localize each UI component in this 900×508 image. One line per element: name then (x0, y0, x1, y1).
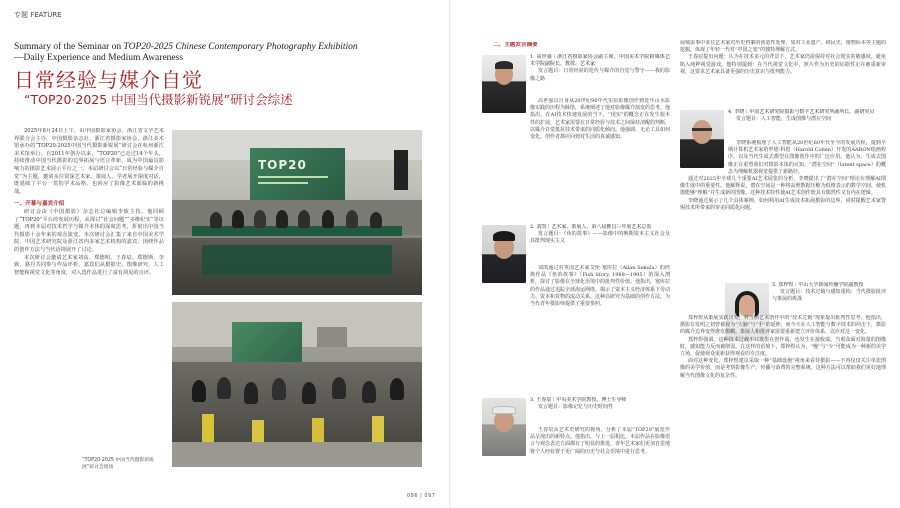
speaker-4-body-text: 李晓系统梳理了人工智能从20世纪60年代至今的发展历程，提到早期计算机艺术家哈罗德·科恩（Harold Cohen）开发的AARON绘画程序，以及当代生成式模型在图像创作中的广泛应用。他认为，生成式图像正在重塑我们对摄影本体的认知，“潜在空间”（latent space）的概念为理解机器视觉提供了新路径。 (728, 140, 886, 175)
seminar-audience-photo (172, 302, 422, 467)
speaker-3-text (530, 397, 670, 427)
page-numbers: 096 | 097 (407, 493, 436, 499)
speaker-3-body (482, 427, 670, 497)
speaker-1-title: 1. 高世强｜浙江省摄影家协会副主席，中国美术学院跨媒体艺术学院副院长、教授、艺术家 (530, 54, 670, 68)
speaker-5-title: 5. 郑梓煜｜中山大学新闻传播学院副教授 (772, 282, 864, 288)
speaker-4-title: 4. 李晓｜中国艺术研究院摄影与数字艺术研究所副所长、副研究员 (728, 109, 875, 115)
paragraph-2: 本次研讨会邀请艺术家刘高、郑德明、王春辰、郑德斯、李致、骆丹共同参与作品评析，嘉宾们从摄影史、图像研究、人工智能和视觉文化等角度，对入选作品进行了富有洞见的点评。 (14, 254, 164, 276)
speaker-5-text (772, 282, 886, 312)
english-title-prefix: Summary of the Seminar on (14, 42, 124, 52)
section-heading-2: 二、主题发言摘要 (493, 42, 538, 48)
speaker-1-topic: 发言题目：日常经验的迭代与媒介的自觉与警守——我的影像之路 (530, 68, 670, 82)
section-heading-1: 一、开幕与嘉宾介绍 (14, 201, 65, 208)
english-title-suffix: —Daily Experience and Medium Awareness (14, 53, 184, 63)
speaker-4-topic: 发言题目：人工智能、生成图像与潜在空间 (736, 116, 832, 123)
speaker-3-topic: 发言题目：影像记忆与历史时间性 (538, 404, 614, 411)
speaker-2-title: 2. 刘凯｜艺术家、策展人、第八届雅昌三年展艺术总监 (530, 224, 652, 230)
speaker-4-body (680, 140, 886, 272)
speaker-5-topic: 发言题目：技术过载与感知重构：当代摄影批评与策展的挑战 (772, 289, 886, 303)
speaker-4-text (728, 109, 886, 139)
speaker-1-body-text: 高世强以自身从20世纪90年代实验影像创作到近年山水影像实践的历程为脉络，系统阐述了他对影像媒介演变的思考。他指出，在AI技术快速发展的当下，“现实”的概念正在发生根本性的扩展，艺术家需要在日常经验与技术之间保持清醒的判断，以媒介自觉抵抗技术带来的同质化倾向。他强调，无论工具如何变化，创作者都应回到对生活的真诚感知。 (530, 98, 670, 141)
speaker-5-body-text-2: 郑梓煜强调，这种技术过载不只发生在创作端，也发生在接收端。当观众面对海量的图像时，感知能力反而被削弱。在这样的语境下，郑梓煜认为，“慢”与“少”可能成为一种新的美学立场，促使观众重新获得观看的专注度。 (680, 336, 886, 358)
speaker-2-body-text: 刘凯通过对英国艺术家艾伦·塞库拉（Allan Sekula）的经典作品《鱼的故事》（Fish Story, 1988—1995）的深入剖析，探讨了影像在全球化语境中的批判性价值。他指出，塞库拉的作品通过追踪全球海运网络，揭示了资本主义经济体系下劳动力、资本和货物的流动关系。这种以研究为基础的创作方法，为当代青年摄影师提供了重要参照。 (530, 265, 670, 308)
speaker-3-body-text: 王春辰从艺术史研究的视角，分析了本届“TOP20”展览作品呈现出的新特点。他指出，与上一届相比，本届作品在影像语言与观念表达方面都有了明显的推进，青年艺术家们更加自觉地将个人经验置于更广阔的历史与社会语境中进行思考。 (530, 427, 670, 455)
projection-screen (250, 148, 345, 206)
speaker-4-body-text-3: 李晓通过展示了几个具体案例，如何利用AI生成技术拓展摄影的边界，同时提醒艺术家警惕技术所带来的审美同质化问题。 (680, 197, 886, 211)
seminar-panel-photo (172, 130, 422, 295)
left-column-text (14, 128, 164, 458)
speaker-2-topic: 发言题目：《鱼的故事》——影像中的晚期资本主义社会及其批判现实主义 (530, 231, 670, 245)
english-title (14, 42, 434, 64)
chinese-subtitle: “TOP20·2025 中国当代摄影新锐展”研讨会综述 (24, 92, 293, 107)
screen-text: TOP20 (258, 158, 307, 172)
speaker-5-body-text: 郑梓煜从策展实践出发，对当前艺术创作中的“技术过载”现象提出批判性思考。他指出，摄影在发明之初曾被视为“大脑”与“手”的延伸，而今天在人工智能与数字技术的冲击下，摄影的媒介边界变得愈发模糊。策展人和批评家需要重新建立评价体系，以应对这一变化。 (680, 315, 886, 336)
right-intro-text-2: 王春辰提出问题：认为在技术多元的背景下，艺术家仍需保持对社会现实的敏感度，避免陷入纯粹视觉游戏。他特别提到：在当代视觉文化中，照片作为历史的证据性正在被重新审视，这要求艺术家具备更强的历史意识与批判能力。 (680, 54, 886, 75)
photo-caption: “TOP20·2025 中国当代摄影新锐展”研讨会现场 (82, 458, 154, 470)
page-gutter (449, 0, 451, 508)
projection-screen-2 (232, 322, 302, 366)
speaker-5-body (680, 315, 886, 495)
speaker-3-title: 3. 王春辰｜中央美术学院教授、博士生导师 (530, 397, 627, 403)
speaker-4-body-text-2: 通过对2025年全球几个重要AI艺术展览的分析，李晓提出了“潜在空间”理论在理解AI图像生成中的重要性。他解释说，潜在空间是一种将高维数据压缩为低维表示的数学空间，使机器能够“理解”并生成新的图像。这种技术特性使AI艺术创作既具有偶然性又有内在逻辑。 (680, 176, 886, 197)
right-intro (680, 40, 886, 98)
english-title-italic: TOP20-2025 Chinese Contemporary Photography Exhibition (123, 42, 358, 52)
speaker-2-body (482, 265, 670, 387)
speaker-1-body (482, 98, 670, 223)
speaker-2-text (530, 224, 670, 269)
right-intro-text: 展城需事中多位艺术家对历史档案的创造性处理，如对工业遗产、移民史、植物标本等主题的挖掘，体现了年轻一代对“中国之变”的独特理解方式。 (680, 40, 886, 54)
paragraph-1: 研讨会由《中国摄影》杂志社总编辑李致主持。他回顾了“TOP20”平台的发展历程，从探讨“社会问题”“多维纪实”等议题，再到本届对技术哲学与媒介本体的深度思考，折射出中国当代摄影十余年来的观念演变。本次研讨会汇集了来自中国美术学院、中国艺术研究院及浙江省内多家艺术机构的嘉宾，围绕作品的创作方法与当代语境展开了讨论。 (14, 208, 164, 253)
intro-paragraph: 2025年8月24日上午，由中国摄影家协会、浙江省文学艺术界联合会主办，中国摄影杂志社、浙江省摄影家协会、浙江美术馆承办的“TOP20·2025中国当代摄影新锐展”研讨会在杭州浙江美术馆举行。自2011年创办以来，“TOP20”已走过14个年头，持续推动中国当代摄影的边界拓展与语言革新，成为中国最具影响力的摄影艺术展示平台之一。本届研讨会以“日常经验与媒介自觉”为主题，邀请多位资深艺术家、策展人、学者展开深度对话，既延续了平台一贯的学术品格，也回应了影像艺术面临的新挑战。 (14, 128, 164, 195)
chinese-title: 日常经验与媒介自觉 (14, 68, 203, 92)
speaker-5-body-text-3: 面对这种变化，郑梓煜建议采取一种“基础设施”视角来看待摄影——不再仅仅关注单张图像的美学价值，而是考察影像生产、传播与消费的完整系统。这种方法可以帮助我们更好地理解当代图像文化的复杂性。 (680, 358, 886, 379)
section-tag: 专题 FEATURE (14, 11, 62, 19)
